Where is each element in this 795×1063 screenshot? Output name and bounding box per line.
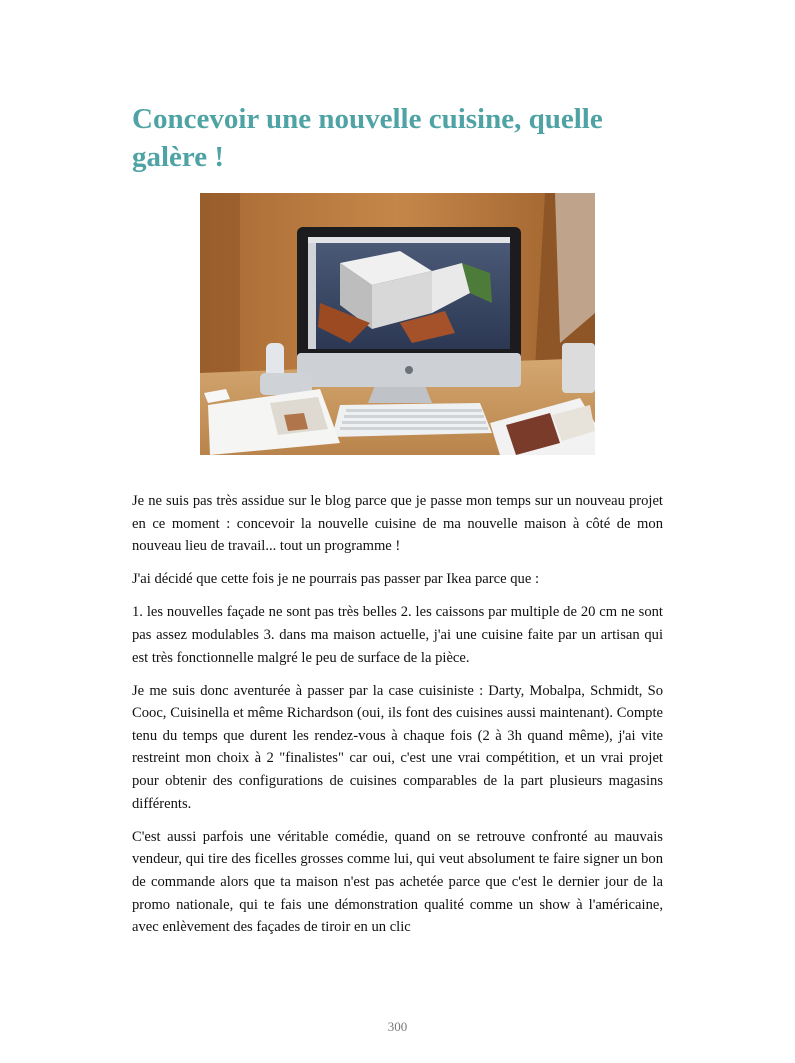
kitchen-design-photo-icon: [200, 193, 595, 455]
paragraph: Je ne suis pas très assidue sur le blog parce que je passe mon temps sur un nouveau projet en ce moment : concevoir la nouvelle cuisine de ma nouvelle maison à côté de mon nouveau lieu de travail... tout un programme !: [132, 493, 663, 555]
article-body: [132, 490, 663, 949]
paragraph: 1. les nouvelles façade ne sont pas très belles 2. les caissons par multiple de 20 cm ne sont pas assez modulables 3. dans ma maison actuelle, j'ai une cuisine faite par un artisan qui est très fonctionnelle malgré le peu de surface de la pièce.: [132, 604, 663, 666]
paragraph: Je me suis donc aventurée à passer par la case cuisiniste : Darty, Mobalpa, Schmidt, So Cooc, Cuisinella et même Richardson (oui, ils font des cuisines aussi maintenant). Compte tenu du temps que durent les rendez-vous à chaque fois (2 à 3h quand même), j'ai vite restreint mon choix à 2 "finalistes" car oui, c'est une vrai compétition, et un vrai projet pour obtenir des configurations de cuisines comparables de la part plusieurs magasins différents.: [132, 682, 663, 812]
paragraph: J'ai décidé que cette fois je ne pourrais pas passer par Ikea parce que :: [132, 571, 540, 588]
paragraph: C'est aussi parfois une véritable comédie, quand on se retrouve confronté au mauvais vendeur, qui tire des ficelles grosses comme lui, qui veut absolument te faire signer un bon de commande alors que ta maison n'est pas achetée parce que c'est le dernier jour de la promo nationale, qui te fais une démonstration qualité comme un show à l'américaine, avec enlèvement des façades de tiroir en un clic: [132, 828, 663, 936]
page-title: Concevoir une nouvelle cuisine, quelle galère !: [132, 103, 603, 173]
page-number: 300: [387, 1019, 408, 1034]
